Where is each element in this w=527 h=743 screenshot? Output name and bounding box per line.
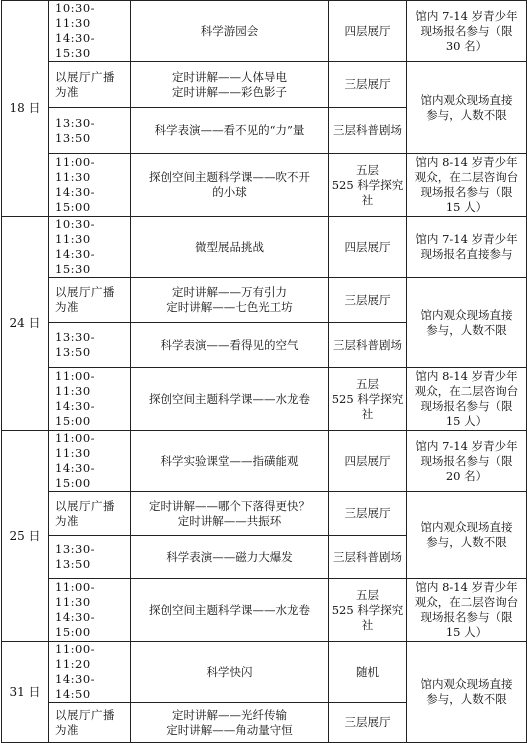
schedule-body	[2, 1, 527, 743]
location-cell: 三层展厅	[329, 703, 407, 743]
activity-schedule-table	[1, 0, 527, 743]
activity-cell: 科学表演——看得见的空气	[131, 323, 329, 368]
activity-cell: 科学游园会	[131, 1, 329, 62]
location-cell: 五层 525 科学探究社	[329, 368, 407, 431]
activity-cell: 微型展品挑战	[131, 217, 329, 278]
activity-cell: 科学表演——看不见的“力”量	[131, 108, 329, 154]
activity-cell: 探创空间主题科学课——水龙卷	[131, 368, 329, 431]
activity-cell: 科学表演——磁力大爆发	[131, 536, 329, 579]
date-cell: 18 日	[2, 1, 49, 217]
time-cell: 以展厅广播 为准	[49, 278, 131, 323]
time-cell: 11:00-11:20 14:30-14:50	[49, 642, 131, 703]
location-cell: 三层科普剧场	[329, 323, 407, 368]
schedule-row	[2, 1, 527, 62]
location-cell: 四层展厅	[329, 431, 407, 492]
activity-cell: 定时讲解——光纤传输 定时讲解——角动量守恒	[131, 703, 329, 743]
time-cell: 11:00-11:30 14:30-15:00	[49, 368, 131, 431]
participation-note-cell: 馆内 8-14 岁青少年 观众，在二层咨询台 现场报名参与（限 15 人）	[407, 579, 527, 642]
location-cell: 五层 525 科学探究社	[329, 154, 407, 217]
participation-note-cell: 馆内观众现场直接 参与，人数不限	[407, 278, 527, 368]
date-cell: 25 日	[2, 431, 49, 642]
location-cell: 随机	[329, 642, 407, 703]
time-cell: 以展厅广播 为准	[49, 703, 131, 743]
time-cell: 11:00-11:30 14:30-15:00	[49, 154, 131, 217]
date-cell: 31 日	[2, 642, 49, 743]
time-cell: 以展厅广播 为准	[49, 492, 131, 536]
location-cell: 三层展厅	[329, 492, 407, 536]
location-cell: 四层展厅	[329, 217, 407, 278]
participation-note-cell: 馆内 7-14 岁青少年 现场报名直接参与	[407, 217, 527, 278]
activity-cell: 定时讲解——人体导电 定时讲解——彩色影子	[131, 62, 329, 108]
location-cell: 三层科普剧场	[329, 536, 407, 579]
schedule-row	[2, 431, 527, 492]
schedule-row	[2, 492, 527, 536]
schedule-row	[2, 368, 527, 431]
location-cell: 四层展厅	[329, 1, 407, 62]
participation-note-cell: 馆内观众现场直接 参与，人数不限	[407, 642, 527, 743]
location-cell: 三层科普剧场	[329, 108, 407, 154]
schedule-row	[2, 154, 527, 217]
time-cell: 10:30-11:30 14:30-15:30	[49, 1, 131, 62]
time-cell: 13:30-13:50	[49, 536, 131, 579]
activity-cell: 探创空间主题科学课——吹不开 的小球	[131, 154, 329, 217]
participation-note-cell: 馆内观众现场直接 参与，人数不限	[407, 62, 527, 154]
schedule-row	[2, 62, 527, 108]
location-cell: 三层展厅	[329, 278, 407, 323]
time-cell: 10:30-11:30 14:30-15:30	[49, 217, 131, 278]
schedule-row	[2, 278, 527, 323]
activity-cell: 科学快闪	[131, 642, 329, 703]
time-cell: 11:00-11:30 14:30-15:00	[49, 579, 131, 642]
time-cell: 11:00-11:30 14:30-15:00	[49, 431, 131, 492]
participation-note-cell: 馆内 7-14 岁青少年 现场报名参与（限 20 名）	[407, 431, 527, 492]
schedule-row	[2, 217, 527, 278]
time-cell: 13:30-13:50	[49, 323, 131, 368]
date-cell: 24 日	[2, 217, 49, 431]
participation-note-cell: 馆内 8-14 岁青少年 观众，在二层咨询台 现场报名参与（限 15 人）	[407, 368, 527, 431]
location-cell: 三层展厅	[329, 62, 407, 108]
activity-cell: 探创空间主题科学课——水龙卷	[131, 579, 329, 642]
participation-note-cell: 馆内 7-14 岁青少年 现场报名参与（限 30 名）	[407, 1, 527, 62]
schedule-row	[2, 642, 527, 703]
schedule-row	[2, 579, 527, 642]
activity-cell: 科学实验课堂——指磺能观	[131, 431, 329, 492]
location-cell: 五层 525 科学探究社	[329, 579, 407, 642]
participation-note-cell: 馆内观众现场直接 参与，人数不限	[407, 492, 527, 579]
activity-cell: 定时讲解——哪个下落得更快？ 定时讲解——共振环	[131, 492, 329, 536]
time-cell: 以展厅广播 为准	[49, 62, 131, 108]
activity-cell: 定时讲解——万有引力 定时讲解——七色光工坊	[131, 278, 329, 323]
time-cell: 13:30-13:50	[49, 108, 131, 154]
participation-note-cell: 馆内 8-14 岁青少年 观众，在二层咨询台 现场报名参与（限 15 人）	[407, 154, 527, 217]
